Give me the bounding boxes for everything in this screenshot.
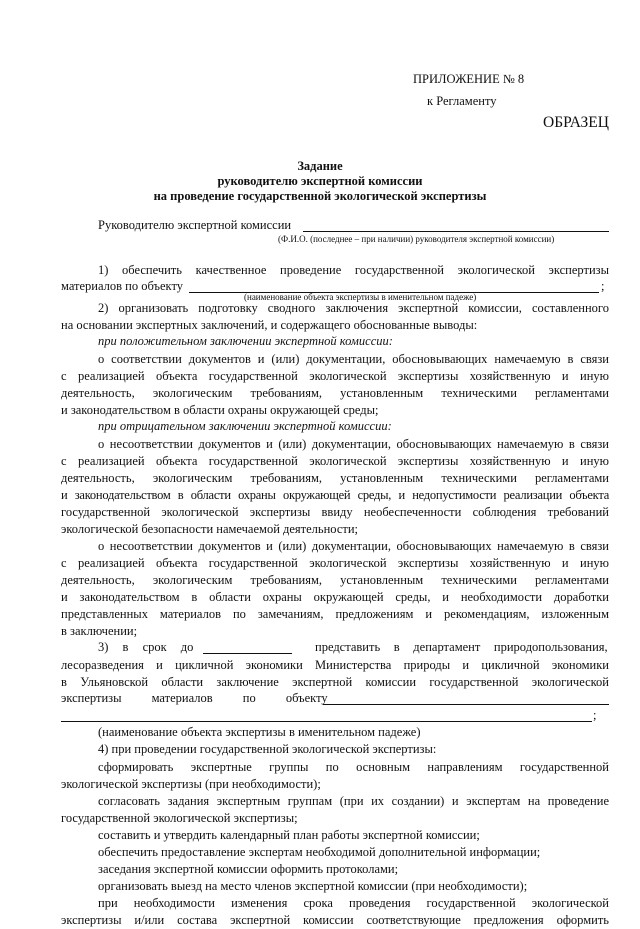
item4-paragraph-line: составить и утвердить календарный план работы экспертной комиссии; (98, 828, 480, 842)
item2-line1: 2) организовать подготовку сводного заключения экспертной комиссии, составленного (98, 301, 609, 315)
addressee-caption: (Ф.И.О. (последнее – при наличии) руководителя экспертной комиссии) (278, 234, 555, 244)
positive-heading: при положительном заключении экспертной комиссии: (98, 334, 393, 348)
item3-line5-end: ; (593, 708, 597, 722)
negative-b-line: в заключении; (61, 624, 138, 638)
negative-a-line: государственной экологической экспертизы ввиду необеспеченности соблюдения требований (61, 505, 609, 519)
addressee-label: Руководителю экспертной комиссии (98, 218, 292, 232)
document-title-line2: руководителю экспертной комиссии (217, 174, 423, 188)
negative-b-line: о несоответствии документов и (или) документации, обосновывающих намечаемую в связи (98, 539, 609, 553)
positive-line: и законодательством в области охраны окружающей среды; (61, 403, 379, 417)
item1-caption: (наименование объекта экспертизы в именительном падеже) (244, 292, 477, 302)
item4-paragraph-line: экологической экспертизы (при необходимости); (61, 777, 321, 791)
item3-caption: (наименование объекта экспертизы в именительном падеже) (98, 725, 421, 739)
item2-line2: на основании экспертных заключений, и содержащего обоснованные выводы: (61, 318, 478, 332)
item4-paragraph-line: обеспечить предоставление экспертам необходимой дополнительной информации; (98, 845, 541, 859)
item3-line1-end: представить в департамент природопользования, (315, 640, 608, 654)
document-title-line3: на проведение государственной экологической экспертизы (153, 189, 487, 203)
item1-line1: 1) обеспечить качественное проведение государственной экологической экспертизы (98, 263, 609, 277)
item1-line2-end: ; (601, 279, 605, 293)
negative-a-line: с реализацией объекта государственной экологической экспертизы хозяйственную и иную (61, 454, 609, 468)
item4-paragraph-line: организовать выезд на место членов экспертной комиссии (при необходимости); (98, 879, 528, 893)
positive-line: с реализацией объекта государственной экологической экспертизы хозяйственную и иную (61, 369, 609, 383)
positive-line: деятельность, экологическим требованиям, установленным техническими регламентами (61, 386, 609, 400)
item3-line4: экспертизы материалов по объекту (61, 691, 328, 705)
item4-heading: 4) при проведении государственной экологической экспертизы: (98, 742, 437, 756)
item4-paragraph-line: государственной экологической экспертизы; (61, 811, 298, 825)
negative-b-line: с реализацией объекта государственной экологической экспертизы хозяйственную и иную (61, 556, 609, 570)
item4-paragraph-line: сформировать экспертные группы по основным направлениям государственной (98, 760, 609, 774)
negative-a-line: и законодательством в области охраны окружающей среды, и недопустимости реализации объекта (61, 488, 609, 502)
negative-b-line: и законодательством в области охраны окружающей среды, и необходимости доработки (61, 590, 609, 604)
item4-paragraph-line: заседания экспертной комиссии оформить протоколами; (98, 862, 399, 876)
item3-line3: в Ульяновской области заключение экспертной комиссии государственной экологической (61, 675, 609, 689)
negative-b-line: представленных материалов по замечаниям, предложениям и рекомендациям, изложенным (61, 607, 609, 621)
positive-line: о соответствии документов и (или) документации, обосновывающих намечаемую в связи (98, 352, 609, 366)
negative-b-line: деятельность, экологическим требованиям, установленным техническими регламентами (61, 573, 609, 587)
appendix-label: ПРИЛОЖЕНИЕ № 8 (413, 72, 525, 86)
document-title: Задание (297, 159, 343, 173)
item4-paragraph-line: экспертизы и/или состава экспертной комиссии соответствующие предложения оформить (61, 913, 609, 927)
negative-heading: при отрицательном заключении экспертной комиссии: (98, 419, 392, 433)
sample-label: ОБРАЗЕЦ (543, 114, 609, 131)
item3-object-fill-line (323, 704, 609, 705)
negative-a-line: о несоответствии документов и (или) документации, обосновывающих намечаемую в связи (98, 437, 609, 451)
item4-paragraph-line: согласовать задания экспертным группам (при их создании) и экспертам на проведение (98, 794, 609, 808)
item4-paragraph-line: при необходимости изменения срока проведения государственной экологической (98, 896, 609, 910)
negative-a-line: экологической безопасности намечаемой деятельности; (61, 522, 359, 536)
item3-line1-start: 3) в срок до (98, 640, 194, 654)
item1-line2-label: материалов по объекту (61, 279, 184, 293)
item3-deadline-fill-line (203, 653, 292, 654)
item3-line2: лесоразведения и цикличной экономики Министерства природы и цикличной экономики (61, 658, 609, 672)
negative-a-line: деятельность, экологическим требованиям, установленным техническими регламентами (61, 471, 609, 485)
regulation-reference: к Регламенту (427, 94, 497, 108)
item3-object-fill-line2 (61, 721, 592, 722)
addressee-fill-line (303, 231, 609, 232)
